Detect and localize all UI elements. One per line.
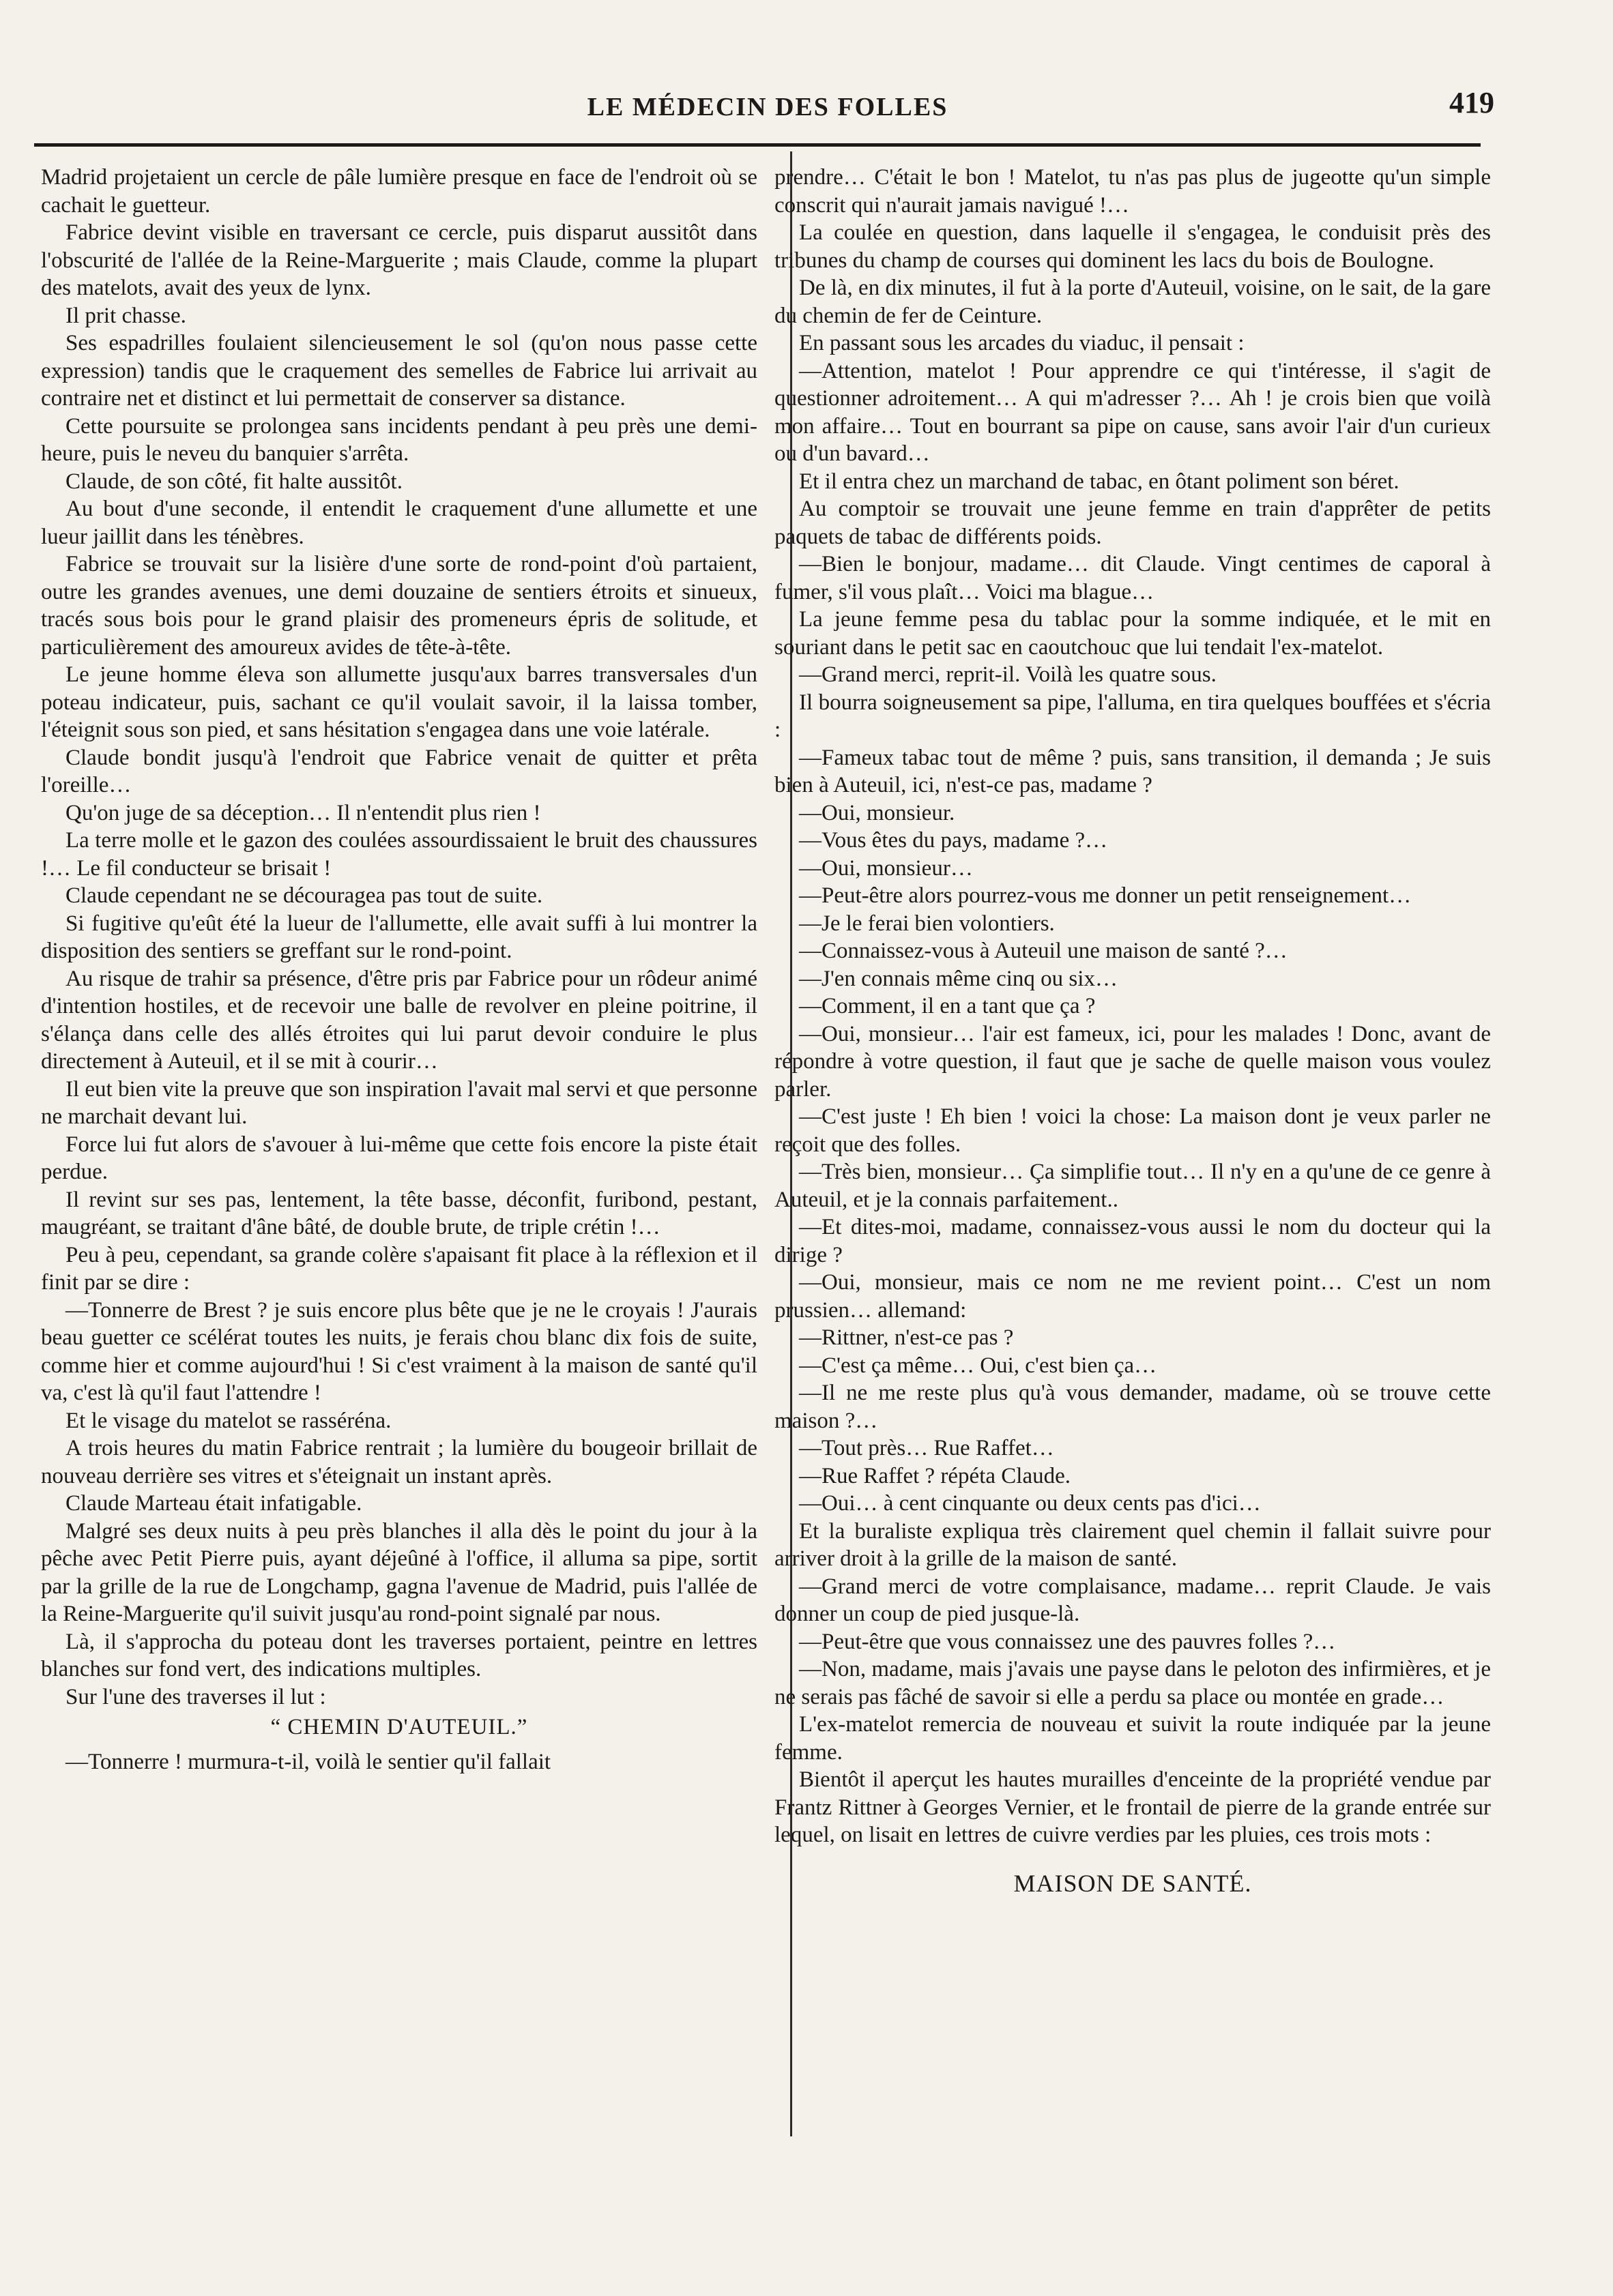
paragraph: Force lui fut alors de s'avouer à lui-même que cette fois encore la piste était perdue. (41, 1132, 757, 1184)
sign-text: “ CHEMIN D'AUTEUIL.” (270, 1715, 528, 1739)
paragraph: Peu à peu, cependant, sa grande colère s'apaisant fit place à la réflexion et il finit par se dire : (41, 1242, 757, 1295)
paragraph: Malgré ses deux nuits à peu près blanches il alla dès le point du jour à la pêche avec Petit Pierre puis, ayant déjeûné à l'office, il alluma sa pipe, sortit par la grille de la rue de Longchamp, gagna l'avenue de Madrid, puis l'allée de la Reine-Marguerite qu'il suivit jusqu'au rond-point signalé par nous. (41, 1518, 757, 1626)
paragraph: —Grand merci, reprit-il. Voilà les quatre sous. (799, 662, 1217, 687)
paragraph: —Peut-être alors pourrez-vous me donner un petit renseignement… (799, 883, 1412, 908)
paragraph: —Vous êtes du pays, madame ?… (799, 828, 1108, 853)
paragraph: Et il entra chez un marchand de tabac, en ôtant poliment son béret. (799, 469, 1399, 494)
paragraph: —Comment, il en a tant que ça ? (799, 994, 1096, 1018)
paragraph: —J'en connais même cinq ou six… (799, 966, 1118, 991)
paragraph: Au bout d'une seconde, il entendit le craquement d'une allumette et une lueur jaillit dans les ténèbres. (41, 497, 757, 549)
paragraph: —Oui, monsieur. (799, 800, 955, 825)
paragraph: Au risque de trahir sa présence, d'être pris par Fabrice pour un rôdeur animé d'intention hostiles, et de recevoir une balle de revolver en pleine poitrine, il s'élança dans celle des allés étroites qui lui parut devoir conduire le plus directement à Auteuil, et il se mit à courir… (41, 966, 757, 1074)
paragraph: —Oui, monsieur, mais ce nom ne me revient point… C'est un nom prussien… allemand: (774, 1270, 1491, 1323)
paragraph: —Tonnerre de Brest ? je suis encore plus bête que je ne le croyais ! J'aurais beau guetter ce scélérat toutes les nuits, je ferais chou blanc dix fois de suite, comme hier et comme aujourd'hui ! Si c'est vraiment à la maison de santé qu'il va, c'est là qu'il faut l'attendre ! (41, 1297, 757, 1405)
paragraph: Il prit chasse. (66, 303, 186, 328)
paragraph: Il revint sur ses pas, lentement, la tête basse, déconfit, furibond, pestant, maugréant, se traitant d'âne bâté, de double brute, de triple crétin !… (41, 1187, 757, 1239)
paragraph: Il bourra soigneusement sa pipe, l'alluma, en tira quelques bouffées et s'écria : (774, 690, 1491, 742)
paragraph: —Oui, monsieur… (799, 855, 973, 881)
paragraph: Claude, de son côté, fit halte aussitôt. (66, 469, 403, 494)
paragraph: —Attention, matelot ! Pour apprendre ce qui t'intéresse, il s'agit de questionner adroitement… A qui m'adresser ?… Ah ! je crois bien que voilà mon affaire… Tout en bourrant sa pipe on cause, sans avoir l'air d'un curieux ou d'un bavard… (774, 358, 1491, 466)
paragraph: Qu'on juge de sa déception… Il n'entendit plus rien ! (66, 800, 541, 825)
paragraph: Fabrice se trouvait sur la lisière d'une sorte de rond-point d'où partaient, outre les grandes avenues, une demi douzaine de sentiers étroits et sinueux, tracés sous bois pour le grand plaisir des promeneurs épris de solitude, et particulièrement des amoureux avides de tête-à-tête. (41, 552, 757, 660)
paragraph: Ses espadrilles foulaient silencieusement le sol (qu'on nous passe cette expression) tandis que le craquement des semelles de Fabrice lui arrivait au contraire net et distinct et lui permettait de conserver sa distance. (41, 331, 757, 411)
paragraph: Bientôt il aperçut les hautes murailles d'enceinte de la propriété vendue par Frantz Rittner à Georges Vernier, et le frontail de pierre de la grande entrée sur lequel, on lisait en lettres de cuivre verdies par les pluies, ces trois mots : (774, 1767, 1491, 1847)
paragraph: —Très bien, monsieur… Ça simplifie tout… Il n'y en a qu'une de ce genre à Auteuil, et je la connais parfaitement.. (774, 1160, 1491, 1212)
paragraph: La terre molle et le gazon des coulées assourdissaient le bruit des chaussures !… Le fil conducteur se brisait ! (41, 828, 757, 881)
paragraph: Au comptoir se trouvait une jeune femme en train d'apprêter de petits paquets de tabac de différents poids. (774, 497, 1491, 549)
paragraph: —C'est juste ! Eh bien ! voici la chose: La maison dont je veux parler ne reçoit que des folles. (774, 1104, 1491, 1157)
paragraph: La jeune femme pesa du tablac pour la somme indiquée, et le mit en souriant dans le petit sac en caoutchouc que lui tendait l'ex-matelot. (774, 607, 1491, 660)
right-column (774, 164, 1491, 1897)
header-rule (34, 143, 1481, 147)
paragraph: —Je le ferai bien volontiers. (799, 911, 1055, 936)
paragraph: —Oui, monsieur… l'air est fameux, ici, pour les malades ! Donc, avant de répondre à votre question, il faut que je sache de quelle maison vous voulez parler. (774, 1021, 1491, 1102)
paragraph: —Rittner, n'est-ce pas ? (799, 1325, 1014, 1350)
paragraph: —Bien le bonjour, madame… dit Claude. Vingt centimes de caporal à fumer, s'il vous plaît… Voici ma blague… (774, 552, 1491, 604)
paragraph: Et le visage du matelot se rasséréna. (66, 1408, 392, 1433)
paragraph: Fabrice devint visible en traversant ce cercle, puis disparut aussitôt dans l'obscurité de l'allée de la Reine-Marguerite ; mais Claude, comme la plupart des matelots, avait des yeux de lynx. (41, 220, 757, 300)
paragraph: En passant sous les arcades du viaduc, il pensait : (799, 331, 1245, 355)
paragraph: —Tonnerre ! murmura-t-il, voilà le sentier qu'il fallait (66, 1749, 551, 1774)
paragraph: Il eut bien vite la preuve que son inspiration l'avait mal servi et que personne ne marchait devant lui. (41, 1076, 757, 1129)
paragraph: —Grand merci de votre complaisance, madame… reprit Claude. Je vais donner un coup de pied jusque-là. (774, 1574, 1491, 1626)
paragraph: —C'est ça même… Oui, c'est bien ça… (799, 1353, 1157, 1378)
paragraph: —Tout près… Rue Raffet… (799, 1436, 1054, 1460)
page-header (41, 85, 1494, 133)
paragraph: —Fameux tabac tout de même ? puis, sans transition, il demanda ; Je suis bien à Auteuil, ici, n'est-ce pas, madame ? (774, 745, 1491, 797)
sign-heading: MAISON DE SANTÉ. (1013, 1869, 1252, 1897)
paragraph: —Et dites-moi, madame, connaissez-vous aussi le nom du docteur qui la dirige ? (774, 1215, 1491, 1267)
paragraph: Sur l'une des traverses il lut : (66, 1684, 326, 1709)
paragraph: —Il ne me reste plus qu'à vous demander, madame, où se trouve cette maison ?… (774, 1381, 1491, 1433)
paragraph: A trois heures du matin Fabrice rentrait ; la lumière du bougeoir brillait de nouveau derrière ses vitres et s'éteignait un instant après. (41, 1436, 757, 1488)
paragraph: L'ex-matelot remercia de nouveau et suivit la route indiquée par la jeune femme. (774, 1712, 1491, 1765)
paragraph: De là, en dix minutes, il fut à la porte d'Auteuil, voisine, on le sait, de la gare du chemin de fer de Ceinture. (774, 276, 1492, 328)
left-column (41, 164, 757, 1776)
paragraph: —Non, madame, mais j'avais une payse dans le peloton des infirmières, et je ne serais pas fâché de savoir si elle a perdu sa place ou montée en grade… (774, 1657, 1491, 1709)
paragraph: —Connaissez-vous à Auteuil une maison de santé ?… (799, 939, 1288, 963)
paragraph: prendre… C'était le bon ! Matelot, tu n'as pas plus de jugeotte qu'un simple conscrit qui n'aurait jamais navigué !… (774, 165, 1491, 218)
paragraph: Claude Marteau était infatigable. (66, 1491, 362, 1516)
paragraph: Et la buraliste expliqua très clairement quel chemin il fallait suivre pour arriver droit à la grille de la maison de santé. (774, 1518, 1491, 1571)
paragraph: —Rue Raffet ? répéta Claude. (799, 1463, 1071, 1488)
paragraph: La coulée en question, dans laquelle il s'engagea, le conduisit près des tribunes du champ de courses qui dominent les lacs du bois de Boulogne. (774, 220, 1491, 273)
paragraph: Le jeune homme éleva son allumette jusqu'aux barres transversales d'un poteau indicateur, puis, sachant ce qu'il voulait savoir, il la laissa tomber, l'éteignit sous son pied, et sans hésitation s'engagea dans une voie latérale. (41, 662, 757, 742)
paragraph: Cette poursuite se prolongea sans incidents pendant à peu près une demi-heure, puis le neveu du banquier s'arrêta. (41, 413, 757, 466)
paragraph: Claude cependant ne se découragea pas tout de suite. (66, 883, 543, 908)
paragraph: Là, il s'approcha du poteau dont les traverses portaient, peintre en lettres blanches sur fond vert, des indications multiples. (41, 1629, 757, 1681)
page-number: 419 (1449, 86, 1494, 119)
paragraph: —Peut-être que vous connaissez une des pauvres folles ?… (799, 1629, 1336, 1654)
paragraph: Claude bondit jusqu'à l'endroit que Fabrice venait de quitter et prêta l'oreille… (41, 745, 757, 797)
paragraph: Madrid projetaient un cercle de pâle lumière presque en face de l'endroit où se cachait le guetteur. (41, 165, 757, 218)
running-title: LE MÉDECIN DES FOLLES (587, 93, 948, 121)
paragraph: —Oui… à cent cinquante ou deux cents pas d'ici… (799, 1491, 1261, 1516)
paragraph: Si fugitive qu'eût été la lueur de l'allumette, elle avait suffi à lui montrer la disposition des sentiers se greffant sur le rond-point. (41, 911, 757, 963)
